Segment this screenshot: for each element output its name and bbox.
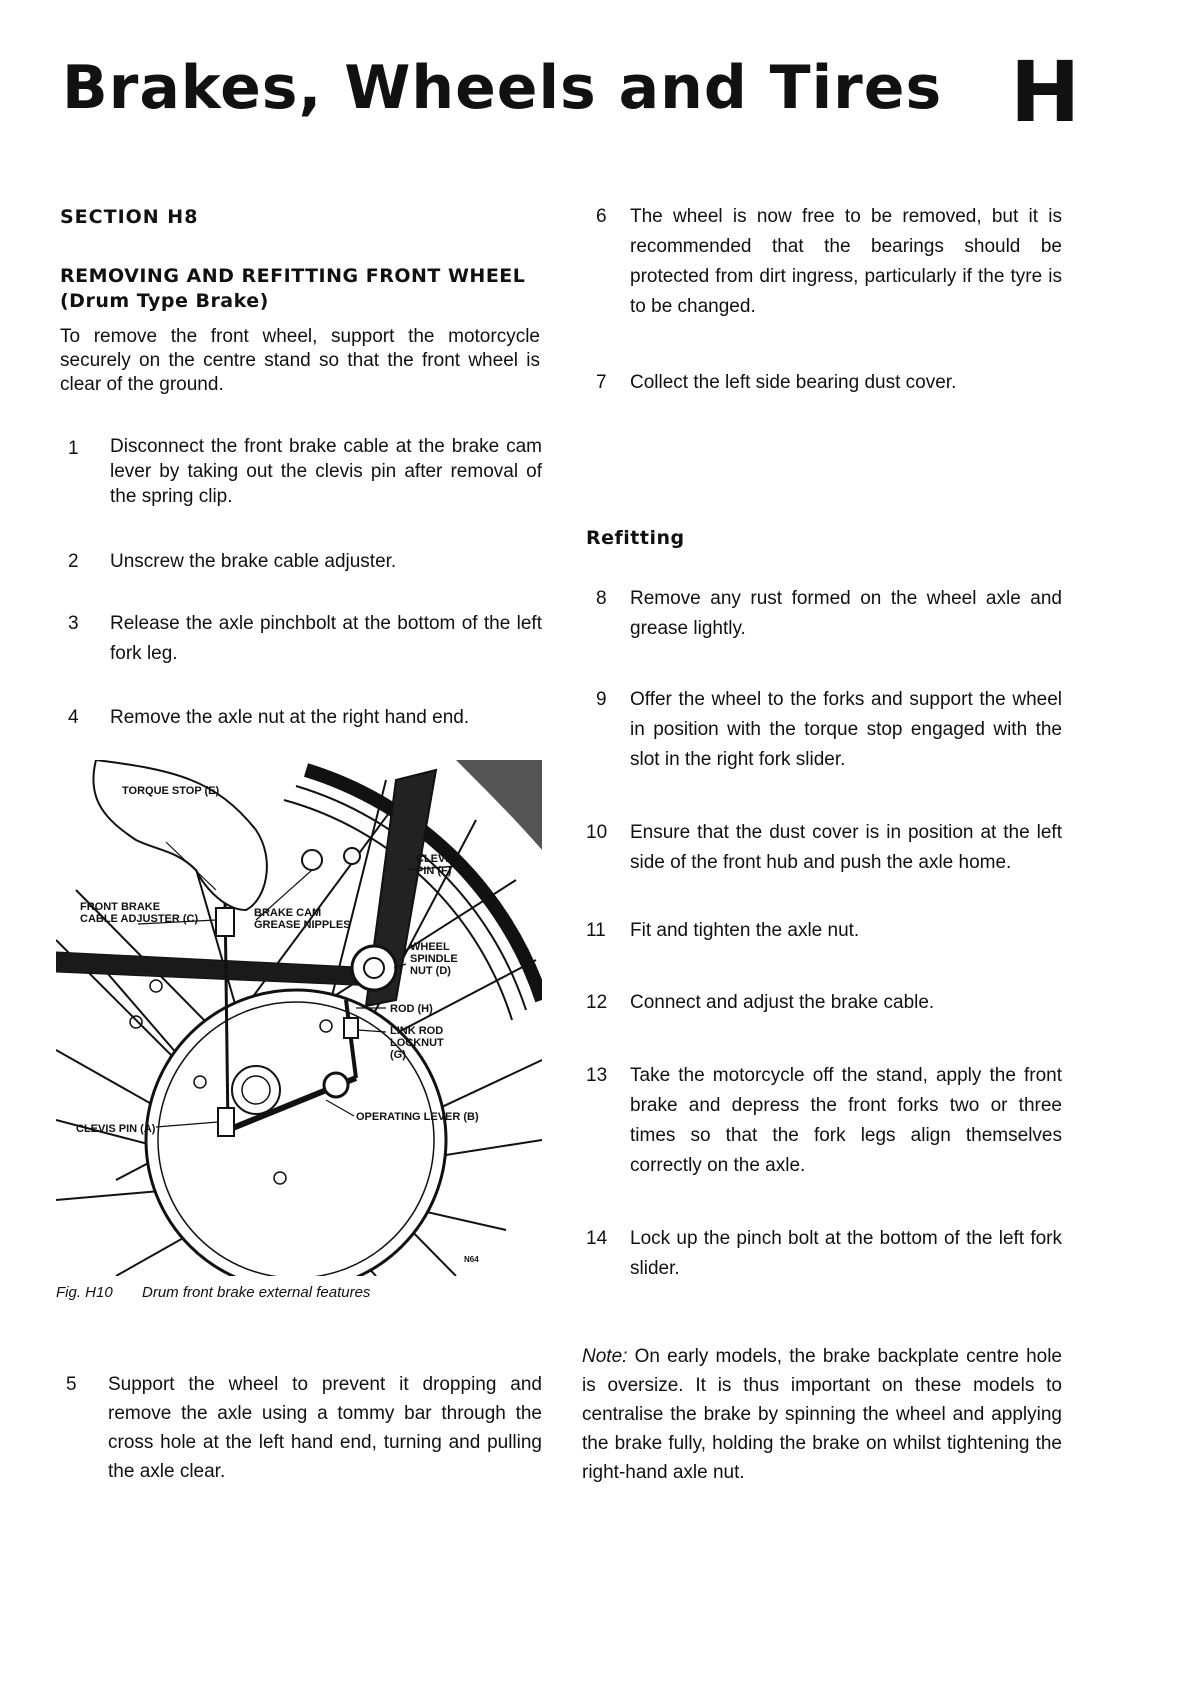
step-text: Release the axle pinchbolt at the bottom of the left fork leg. xyxy=(110,613,542,664)
caption-label: Fig. H10 xyxy=(56,1284,113,1301)
subheading-line-2: (Drum Type Brake) xyxy=(60,290,269,312)
step-text: Remove any rust formed on the wheel axle and grease lightly. xyxy=(630,588,1062,639)
label-brake-cam: BRAKE CAM xyxy=(254,907,322,919)
page-title: Brakes, Wheels and Tires xyxy=(62,53,943,123)
step-text: Fit and tighten the axle nut. xyxy=(630,920,860,941)
label-wheel: WHEEL xyxy=(410,941,450,953)
label-g: (G) xyxy=(390,1049,406,1061)
step-text: Unscrew the brake cable adjuster. xyxy=(110,551,397,572)
figure-caption xyxy=(56,1284,370,1301)
label-clevis-pin-f-2: PIN (F) xyxy=(416,865,452,877)
note-paragraph xyxy=(582,1342,1062,1487)
step-number: 9 xyxy=(596,689,607,710)
step-text: Offer the wheel to the forks and support the wheel in position with the torque stop engaged with the slot in the right fork slider. xyxy=(630,689,1062,770)
subheading-line-1: REMOVING AND REFITTING FRONT WHEEL xyxy=(60,265,526,287)
step-number: 6 xyxy=(596,206,607,227)
label-front-brake: FRONT BRAKE xyxy=(80,901,161,913)
step-number: 12 xyxy=(586,992,608,1013)
label-link-rod: LINK ROD xyxy=(390,1025,444,1037)
step-text: Support the wheel to prevent it dropping and remove the axle using a tommy bar through the cross hole at the left hand end, turning and pulling the axle clear. xyxy=(108,1374,542,1482)
intro-paragraph: To remove the front wheel, support the motorcycle securely on the centre stand so that the front wheel is clear of the ground. xyxy=(60,326,540,395)
clevis xyxy=(218,1108,234,1136)
spindle-nut xyxy=(352,946,396,990)
step-number: 5 xyxy=(66,1374,77,1395)
step-text: Ensure that the dust cover is in position at the left side of the front hub and push the axle home. xyxy=(630,822,1062,873)
note-text: On early models, the brake backplate centre hole is oversize. It is thus important on these models to centralise the brake by spinning the wheel and applying the brake fully, holding the brake on whilst tightening the right-hand axle nut. xyxy=(582,1346,1062,1483)
axle-bar xyxy=(56,952,376,986)
section-label: SECTION H8 xyxy=(60,206,199,228)
step-text: The wheel is now free to be removed, but it is recommended that the bearings should be protected from dirt ingress, particularly if the tyre is to be changed. xyxy=(630,206,1062,317)
step-number: 13 xyxy=(586,1065,608,1086)
label-ref: N64 xyxy=(464,1255,479,1264)
step-text: Connect and adjust the brake cable. xyxy=(630,992,935,1013)
step-text: Lock up the pinch bolt at the bottom of the left fork slider. xyxy=(630,1228,1062,1279)
step-number: 11 xyxy=(586,920,606,941)
refitting-heading: Refitting xyxy=(586,527,685,549)
step-number: 10 xyxy=(586,822,608,843)
label-locknut: LOCKNUT xyxy=(390,1037,444,1049)
section-letter: H xyxy=(1010,43,1081,141)
label-grease-nipples: GREASE NIPPLES xyxy=(254,919,351,931)
label-torque-stop: TORQUE STOP (E) xyxy=(122,785,220,797)
step-text: Take the motorcycle off the stand, apply the front brake and depress the front forks two or three times so that the fork legs align themselves correctly on the axle. xyxy=(630,1065,1062,1176)
step-number: 4 xyxy=(68,707,79,728)
hand xyxy=(93,760,267,910)
label-operating-lever: OPERATING LEVER (B) xyxy=(356,1111,479,1123)
step-number: 1 xyxy=(68,438,79,459)
brake-diagram xyxy=(56,760,542,1276)
step-text: Disconnect the front brake cable at the brake cam lever by taking out the clevis pin after removal of the spring clip. xyxy=(110,436,542,507)
step-number: 3 xyxy=(68,613,79,634)
caption-text: Drum front brake external features xyxy=(142,1284,371,1301)
step-text: Collect the left side bearing dust cover. xyxy=(630,372,957,393)
step-number: 8 xyxy=(596,588,607,609)
label-cable-adjuster: CABLE ADJUSTER (C) xyxy=(80,913,199,925)
label-clevis-pin-a: CLEVIS PIN (A) xyxy=(76,1123,156,1135)
step-number: 7 xyxy=(596,372,607,393)
step-text: Remove the axle nut at the right hand end. xyxy=(110,707,470,728)
step-number: 2 xyxy=(68,551,79,572)
label-nut-d: NUT (D) xyxy=(410,965,451,977)
cable-adjuster xyxy=(216,908,234,936)
step-number: 14 xyxy=(586,1228,608,1249)
label-rod-h: ROD (H) xyxy=(390,1003,433,1015)
label-clevis-pin-f: CLEVIS xyxy=(416,853,456,865)
note-label: Note: xyxy=(582,1346,628,1367)
label-spindle: SPINDLE xyxy=(410,953,458,965)
